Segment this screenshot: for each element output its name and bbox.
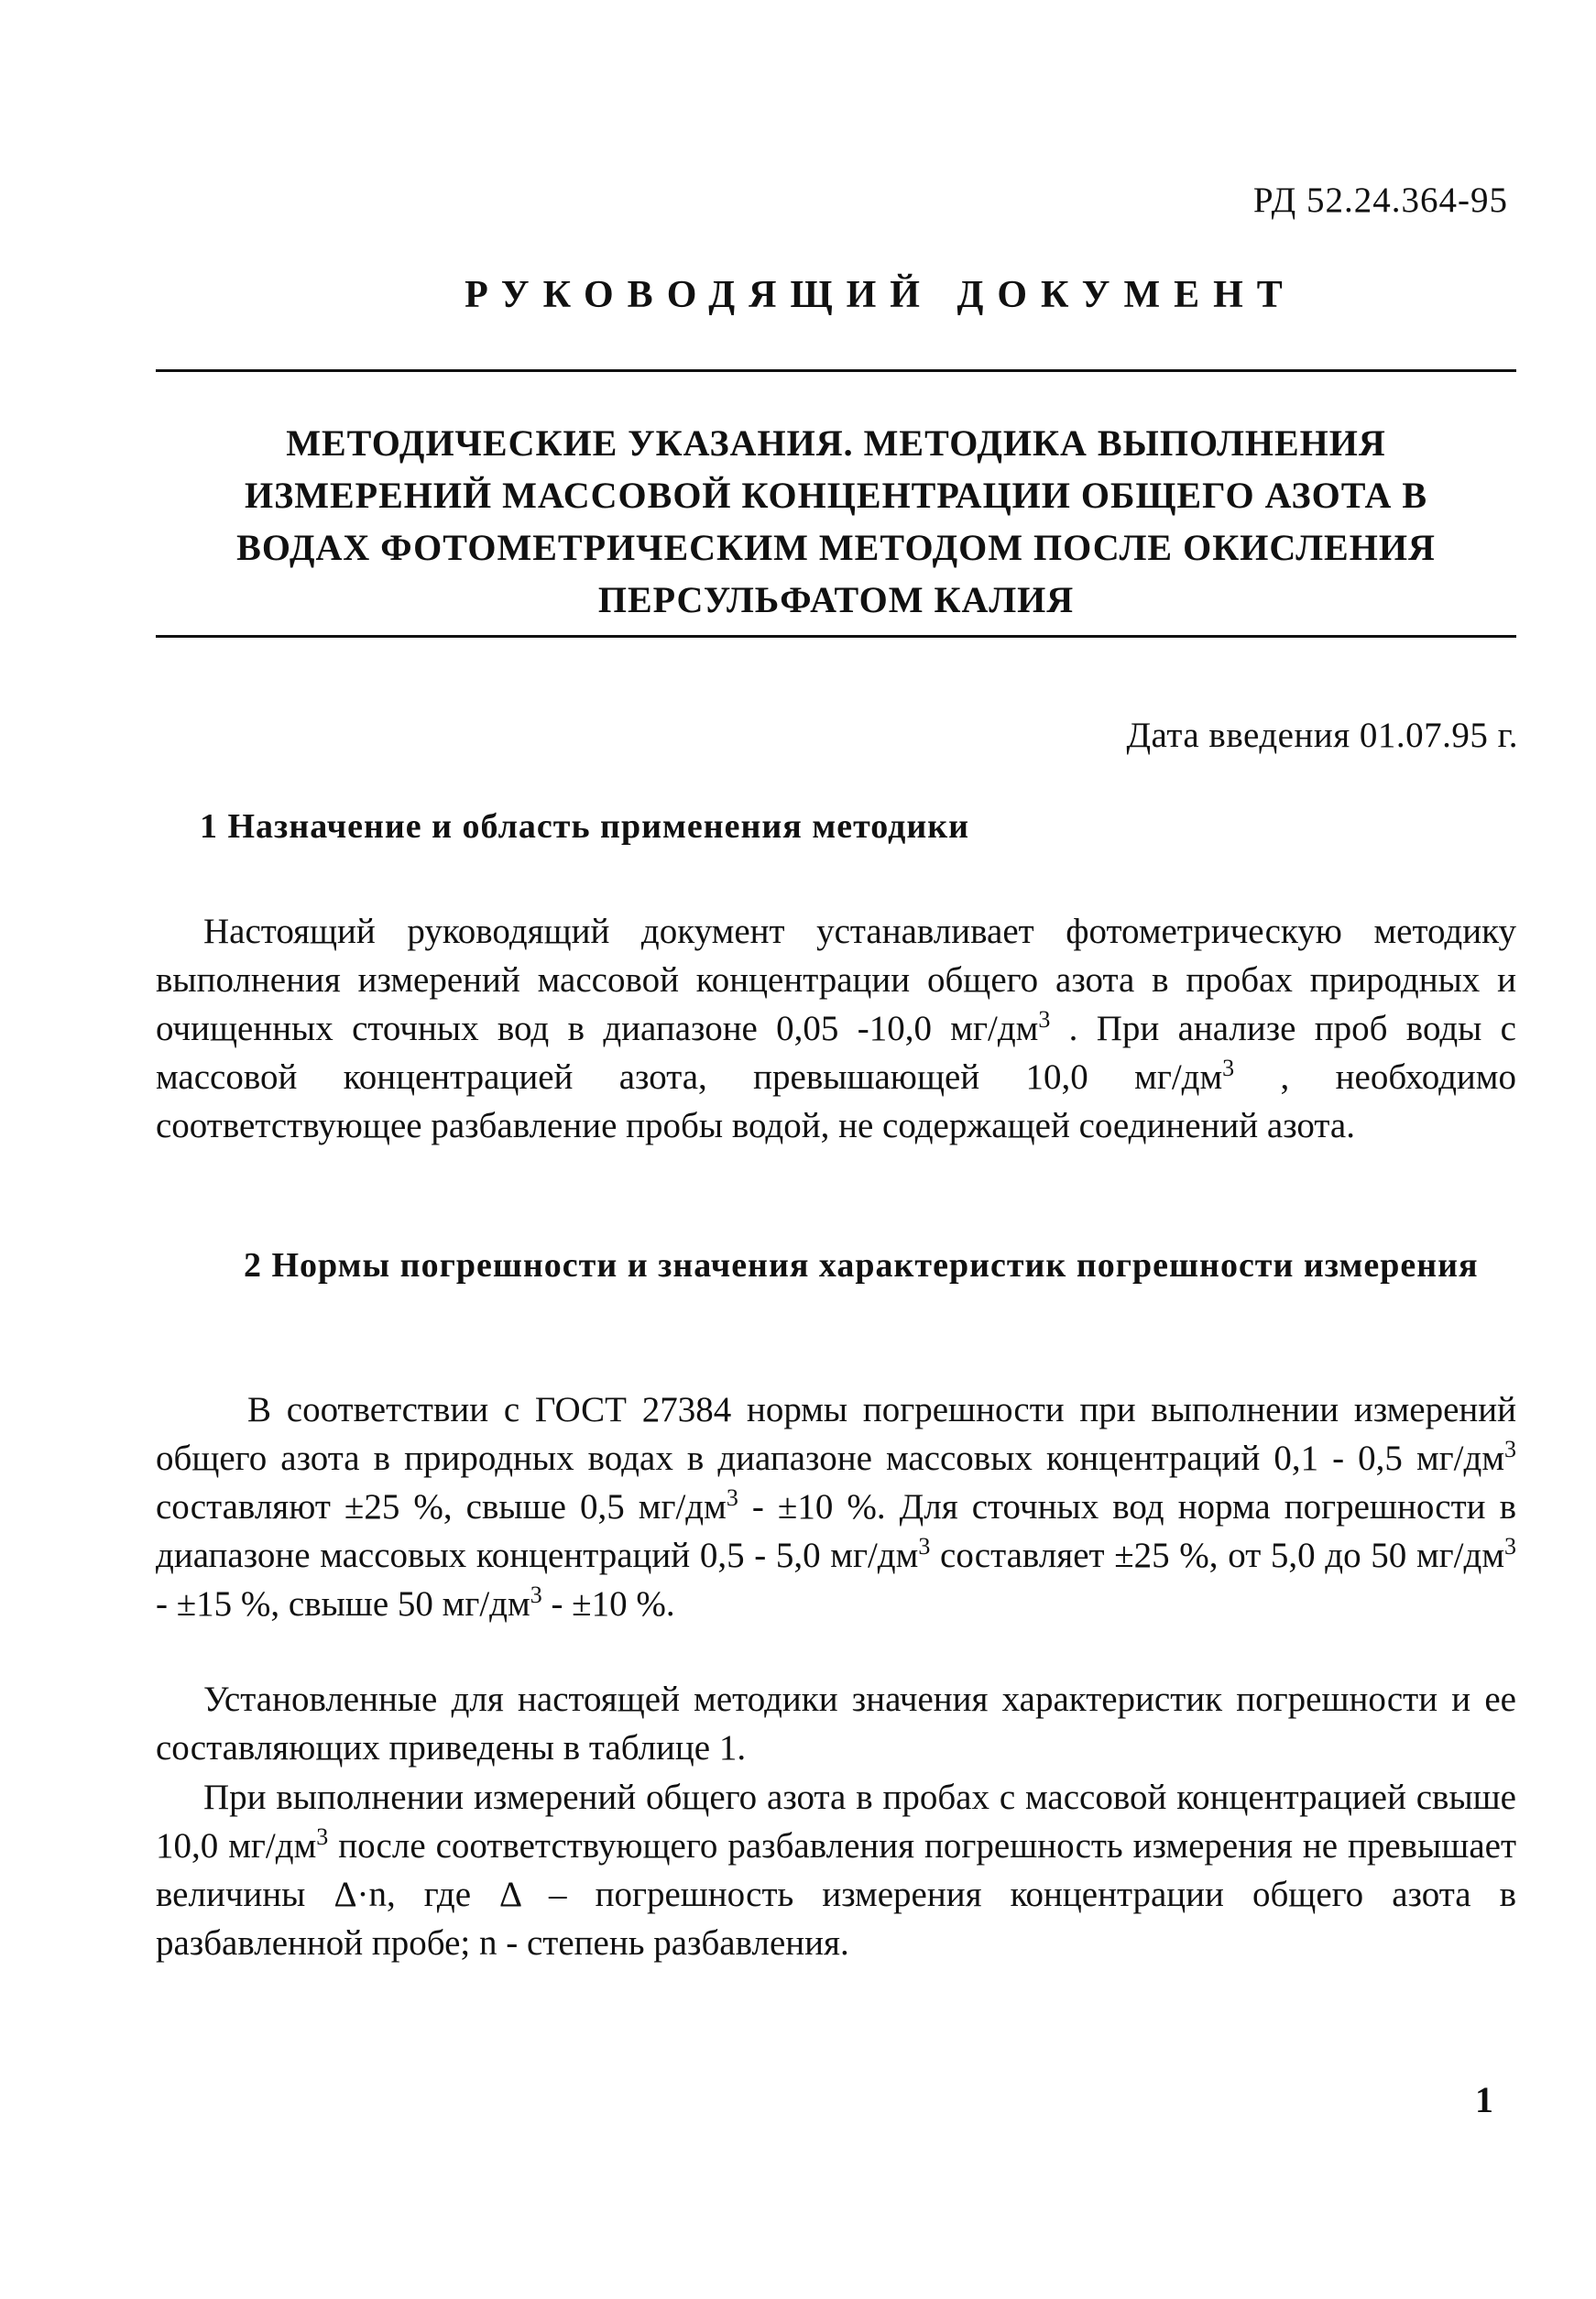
section-1-heading: 1 Назначение и область применения методики [200, 807, 970, 846]
document-type-heading: РУКОВОДЯЩИЙ ДОКУМЕНТ [465, 274, 1296, 316]
section-2-paragraph-table-ref: Установленные для настоящей методики значения характеристик погрешности и ее составляющих приведены в таблице 1. [156, 1680, 1516, 1768]
title-bottom-rule [156, 635, 1516, 638]
section-2-heading: 2 Нормы погрешности и значения характеристик погрешности измерения [244, 1246, 1479, 1285]
section-2-paragraph-dilution: При выполнении измерений общего азота в пробах с массовой концентрацией свыше 10,0 $мг/дм^3$ после соответствующего разбавления погрешность измерения не превышает величины Δ·n, где Δ – погрешность измерения концентрации общего азота в разбавленной пробе; n - степень разбавления. [156, 1778, 1516, 1963]
title-top-rule [156, 369, 1516, 372]
title-line: ПЕРСУЛЬФАТОМ КАЛИЯ [597, 579, 1075, 620]
document-code: РД 52.24.364-95 [1252, 181, 1508, 220]
document-title [156, 417, 1516, 626]
title-line: ВОДАХ ФОТОМЕТРИЧЕСКИМ МЕТОДОМ ПОСЛЕ ОКИСЛЕНИЯ [236, 527, 1436, 568]
title-line: ИЗМЕРЕНИЙ МАССОВОЙ КОНЦЕНТРАЦИИ ОБЩЕГО АЗОТА В [244, 475, 1428, 516]
section-1-paragraph: Настоящий руководящий документ устанавливает фотометрическую методику выполнения измерений массовой концентрации общего азота в пробах природных и очищенных сточных вод в диапазоне 0,05 -10,0 $мг/дм^3$ . При анализе проб воды с массовой концентрацией азота, превышающей 10,0 $мг/дм^3$ , необходимо соответствующее разбавление пробы водой, не содержащей соединений азота. [156, 912, 1516, 1145]
section-2-paragraph-norms: В соответствии с ГОСТ 27384 нормы погрешности при выполнении измерений общего азота в природных водах в диапазоне массовых концентраций 0,1 - 0,5 $мг/дм^3$ составляют ±25 %, свыше 0,5 $мг/дм^3 - \pm 10$ %. Для сточных вод норма погрешности в диапазоне массовых концентраций 0,5 - 5,0 $мг/дм^3$ составляет ±25 %, от 5,0 до 50 $мг/дм^3 - \pm 15$ %, свыше 50 $мг/дм^3 - \pm 10$ %. [156, 1390, 1517, 1624]
title-line: МЕТОДИЧЕСКИЕ УКАЗАНИЯ. МЕТОДИКА ВЫПОЛНЕНИЯ [286, 422, 1386, 464]
introduction-date: Дата введения 01.07.95 г. [1126, 716, 1518, 755]
page-number: 1 [1475, 2079, 1493, 2120]
